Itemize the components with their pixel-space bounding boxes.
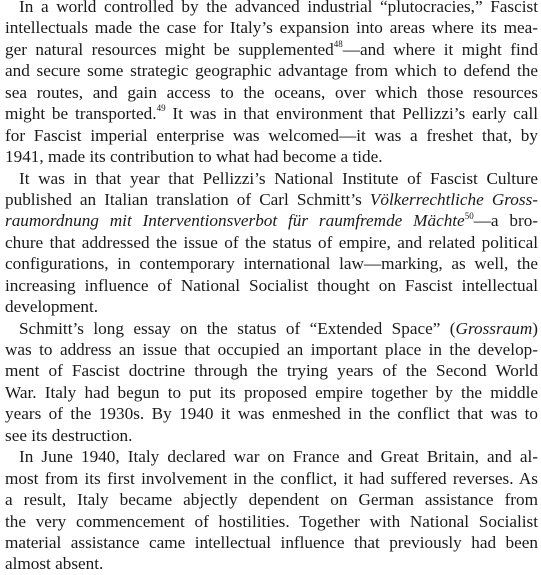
text-run: a result, Italy became abjectly dependent on German assistance from xyxy=(5,490,538,510)
text-run: most from its first involvement in the conflict, it had suffered reverses. As xyxy=(5,468,538,488)
text-line xyxy=(5,296,538,317)
text-run: In a world controlled by the advanced industrial “plutocracies,” Fascist xyxy=(19,0,538,16)
text-run: was to address an issue that occupied an important place in the develop- xyxy=(5,340,538,359)
text-line xyxy=(5,468,538,489)
text-line xyxy=(5,339,538,360)
text-run: ) xyxy=(532,318,538,338)
text-run: War. Italy had begun to put its proposed empire together by the middle xyxy=(5,382,538,402)
text-line xyxy=(5,189,538,210)
italic-title: raumordnung mit Interventionsverbot für raumfremde Mächte xyxy=(5,211,465,231)
text-line xyxy=(5,146,538,167)
paragraph-2 xyxy=(5,168,538,318)
paragraph-3 xyxy=(5,318,538,447)
text-run: years of the 1930s. By 1940 it was enmeshed in the conflict that was to xyxy=(5,404,538,424)
text-line xyxy=(5,60,538,81)
text-run: —a bro- xyxy=(473,211,539,231)
text-run: It was in that year that Pellizzi’s National Institute of Fascist Culture xyxy=(19,168,538,188)
paragraph-4 xyxy=(5,446,538,575)
text-line xyxy=(5,360,538,381)
text-line xyxy=(5,511,538,532)
text-line xyxy=(5,39,538,60)
text-run: —and where it might find xyxy=(342,39,538,59)
text-line xyxy=(5,253,538,274)
text-line xyxy=(5,532,538,553)
text-line xyxy=(5,403,538,424)
text-line xyxy=(5,446,538,467)
text-run: development. xyxy=(5,297,99,317)
footnote-marker: 50 xyxy=(464,210,474,221)
text-run: and secure some strategic geographic advantage from which to defend the xyxy=(5,61,538,81)
italic-title: Völkerrechtliche Gross- xyxy=(369,189,538,209)
text-line xyxy=(5,425,538,446)
text-line xyxy=(5,382,538,403)
text-run: ment of Fascist doctrine through the trying years of the Second World xyxy=(5,361,538,381)
text-line xyxy=(5,82,538,103)
text-run: the very commencement of hostilities. Together with National Socialist xyxy=(5,511,538,531)
text-run: increasing influence of National Socialist thought on Fascist intellectual xyxy=(5,275,538,295)
text-run: material assistance came intellectual influence that previously had been xyxy=(5,532,538,552)
text-run: might be transported. xyxy=(5,104,157,124)
text-run: It was in that environment that Pellizzi’s early call xyxy=(165,104,538,124)
text-line xyxy=(5,275,538,296)
text-line xyxy=(5,232,538,253)
text-line xyxy=(5,489,538,510)
text-run: see its destruction. xyxy=(5,425,133,445)
text-run: In June 1940, Italy declared war on France and Great Britain, and al- xyxy=(19,447,538,467)
text-run: 1941, made its contribution to what had become a tide. xyxy=(5,147,383,167)
text-run: sea routes, and gain access to the oceans, over which those resources xyxy=(5,82,538,102)
text-line xyxy=(5,17,538,38)
text-line xyxy=(5,318,538,339)
text-run: intellectuals made the case for Italy’s expansion into areas where its mea- xyxy=(5,18,538,38)
italic-title: Grossraum xyxy=(455,318,533,338)
text-line xyxy=(5,553,538,574)
text-run: configurations, in contemporary international law—marking, as well, the xyxy=(5,254,538,274)
footnote-marker: 49 xyxy=(156,103,166,114)
footnote-marker: 48 xyxy=(333,39,343,50)
text-run: Schmitt’s long essay on the status of “Extended Space” ( xyxy=(19,318,456,338)
text-run: almost absent. xyxy=(5,554,104,574)
text-run: ger natural resources might be supplemented xyxy=(5,39,334,59)
text-line xyxy=(5,125,538,146)
text-run: chure that addressed the issue of the status of empire, and related political xyxy=(5,232,538,252)
paragraph-1 xyxy=(5,0,538,168)
text-line xyxy=(5,210,538,231)
text-run: for Fascist imperial enterprise was welcomed—it was a freshet that, by xyxy=(5,125,538,145)
text-run: published an Italian translation of Carl Schmitt’s xyxy=(5,189,370,209)
text-line xyxy=(5,0,538,17)
text-line xyxy=(5,103,538,124)
text-line xyxy=(5,168,538,189)
